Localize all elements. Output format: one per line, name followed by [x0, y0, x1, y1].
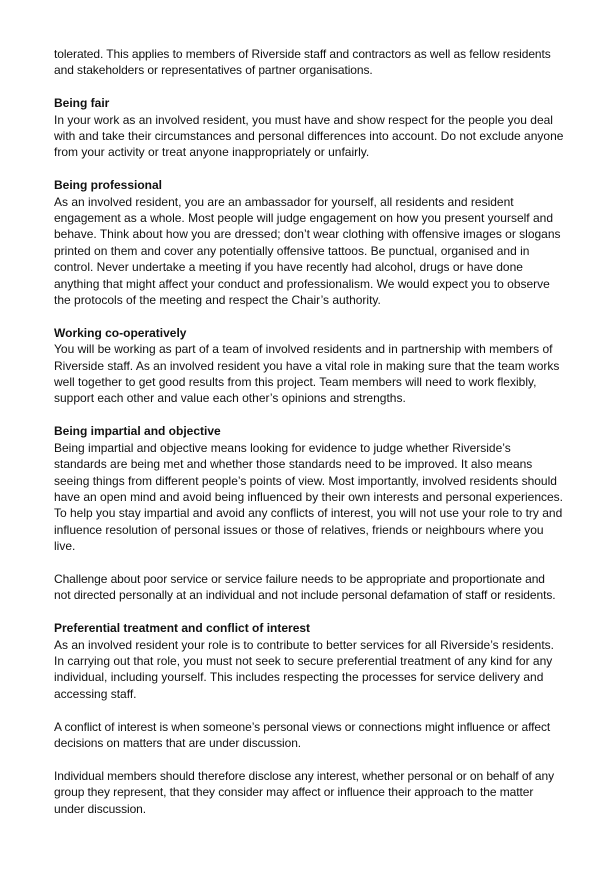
section-being-fair	[54, 95, 564, 161]
section-paragraph: You will be working as part of a team of involved residents and in partnership with members of Riverside staff. As an involved resident you have a vital role in making sure that the team works well together to get good results from this project. Team members will need to work flexibly, support each other and value each other’s opinions and strengths.	[54, 342, 560, 406]
section-paragraph: As an involved resident, you are an ambassador for yourself, all residents and resident engagement as a whole. Most people will judge engagement on how you present yourself and behave. Think about how you are dressed; don’t wear clothing with offensive images or slogans printed on them and cover any potentially offensive tattoos. Be punctual, organised and in control. Never undertake a meeting if you have recently had alcohol, drugs or have done anything that might affect your conduct and professionalism. We would expect you to observe the protocols of the meeting and respect the Chair’s authority.	[54, 194, 561, 308]
section-paragraph: In your work as an involved resident, you must have and show respect for the people you deal with and take their circumstances and personal differences into account. Do not exclude anyone from your activity or treat anyone inappropriately or unfairly.	[54, 112, 564, 160]
intro-paragraph: tolerated. This applies to members of Riverside staff and contractors as well as fellow residents and stakeholders or representatives of partner organisations.	[54, 47, 551, 78]
section-heading: Preferential treatment and conflict of interest	[54, 621, 311, 636]
section-paragraph: As an involved resident your role is to contribute to better services for all Riverside’s residents. In carrying out that role, you must not seek to secure preferential treatment of any kind for any individual, including yourself. This includes respecting the processes for service delivery and accessing staff.	[54, 637, 555, 701]
document-page	[54, 46, 564, 833]
section-heading: Being impartial and objective	[54, 424, 221, 439]
section-being-professional	[54, 177, 564, 308]
section-paragraph: Challenge about poor service or service failure needs to be appropriate and proportionate and not directed personally at an individual and not include personal defamation of staff or residents.	[54, 571, 556, 603]
section-working-co-operatively	[54, 325, 564, 407]
section-preferential-treatment	[54, 620, 564, 702]
section-being-impartial	[54, 423, 564, 554]
section-heading: Being professional	[54, 178, 163, 193]
section-heading: Working co-operatively	[54, 325, 187, 340]
section-paragraph: Being impartial and objective means looking for evidence to judge whether Riverside’s standards are being met and whether those standards need to be improved. It also means seeing things from different people’s points of view. Most importantly, involved residents should have an open mind and avoid being influenced by their own interests and personal experiences. To help you stay impartial and avoid any conflicts of interest, you will not use your role to try and influence resolution of personal issues or those of relatives, friends or neighbours where you live.	[54, 440, 564, 554]
section-heading: Being fair	[54, 96, 110, 111]
section-paragraph: Individual members should therefore disclose any interest, whether personal or on behalf of any group they represent, that they consider may affect or influence their approach to the matter under discussion.	[54, 768, 555, 816]
section-paragraph: A conflict of interest is when someone’s personal views or connections might influence or affect decisions on matters that are under discussion.	[54, 719, 551, 750]
